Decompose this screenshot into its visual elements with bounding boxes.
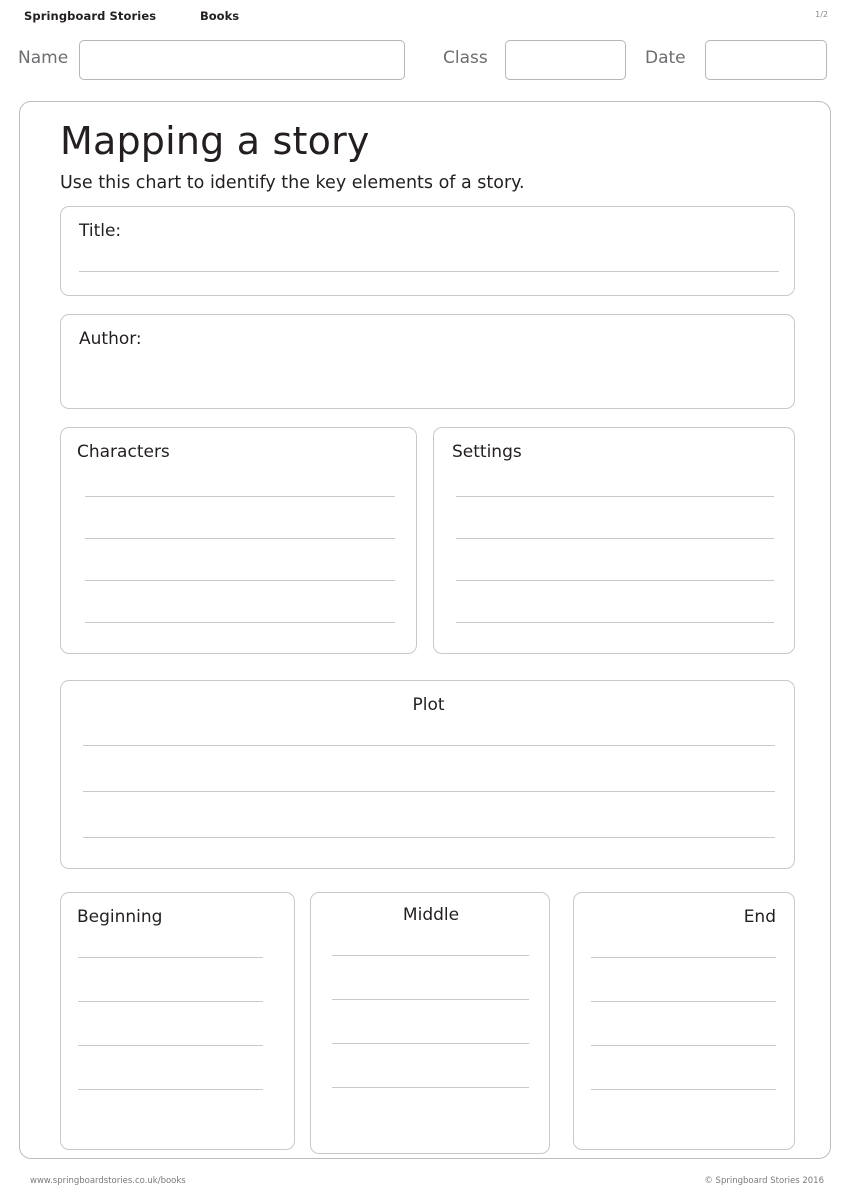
beginning-field-box[interactable] — [60, 892, 295, 1150]
settings-field-label: Settings — [452, 442, 522, 462]
writing-line — [85, 538, 395, 539]
writing-line — [456, 538, 774, 539]
date-input[interactable] — [705, 40, 827, 80]
author-field-label: Author: — [79, 329, 142, 349]
page-title: Mapping a story — [60, 119, 370, 163]
characters-field-label: Characters — [77, 442, 170, 462]
title-field-box[interactable] — [60, 206, 795, 296]
footer-copyright: © Springboard Stories 2016 — [704, 1176, 824, 1186]
writing-line — [78, 957, 263, 958]
writing-line — [332, 1087, 529, 1088]
page-header — [0, 0, 850, 30]
beginning-field-label: Beginning — [77, 907, 163, 927]
writing-line — [456, 622, 774, 623]
writing-line — [85, 622, 395, 623]
end-field-box[interactable] — [573, 892, 795, 1150]
plot-field-box[interactable] — [60, 680, 795, 869]
end-field-label: End — [743, 907, 776, 927]
class-label: Class — [443, 48, 488, 68]
footer-url: www.springboardstories.co.uk/books — [30, 1176, 186, 1186]
writing-line — [456, 580, 774, 581]
name-input[interactable] — [79, 40, 405, 80]
writing-line — [591, 1001, 776, 1002]
settings-field-box[interactable] — [433, 427, 795, 654]
writing-line — [78, 1045, 263, 1046]
writing-line — [591, 1045, 776, 1046]
writing-line — [591, 1089, 776, 1090]
section-label: Books — [200, 9, 240, 23]
brand-name: Springboard Stories — [24, 9, 157, 23]
page-number: 1/2 — [815, 10, 828, 19]
writing-line — [85, 580, 395, 581]
writing-line — [83, 791, 775, 792]
author-field-box[interactable] — [60, 314, 795, 409]
student-meta-row — [0, 34, 850, 90]
writing-line — [456, 496, 774, 497]
title-field-label: Title: — [79, 221, 122, 241]
characters-field-box[interactable] — [60, 427, 417, 654]
writing-line — [591, 957, 776, 958]
worksheet-frame — [19, 101, 831, 1159]
writing-line — [78, 1089, 263, 1090]
name-label: Name — [18, 48, 69, 68]
writing-line — [83, 837, 775, 838]
writing-line — [332, 955, 529, 956]
writing-line — [83, 745, 775, 746]
page-subtitle: Use this chart to identify the key elements of a story. — [60, 173, 525, 193]
writing-line — [79, 271, 779, 272]
middle-field-label: Middle — [402, 905, 460, 925]
plot-field-label: Plot — [412, 695, 445, 715]
class-input[interactable] — [505, 40, 626, 80]
writing-line — [332, 999, 529, 1000]
date-label: Date — [645, 48, 686, 68]
writing-line — [78, 1001, 263, 1002]
writing-line — [85, 496, 395, 497]
writing-line — [332, 1043, 529, 1044]
middle-field-box[interactable] — [310, 892, 550, 1154]
